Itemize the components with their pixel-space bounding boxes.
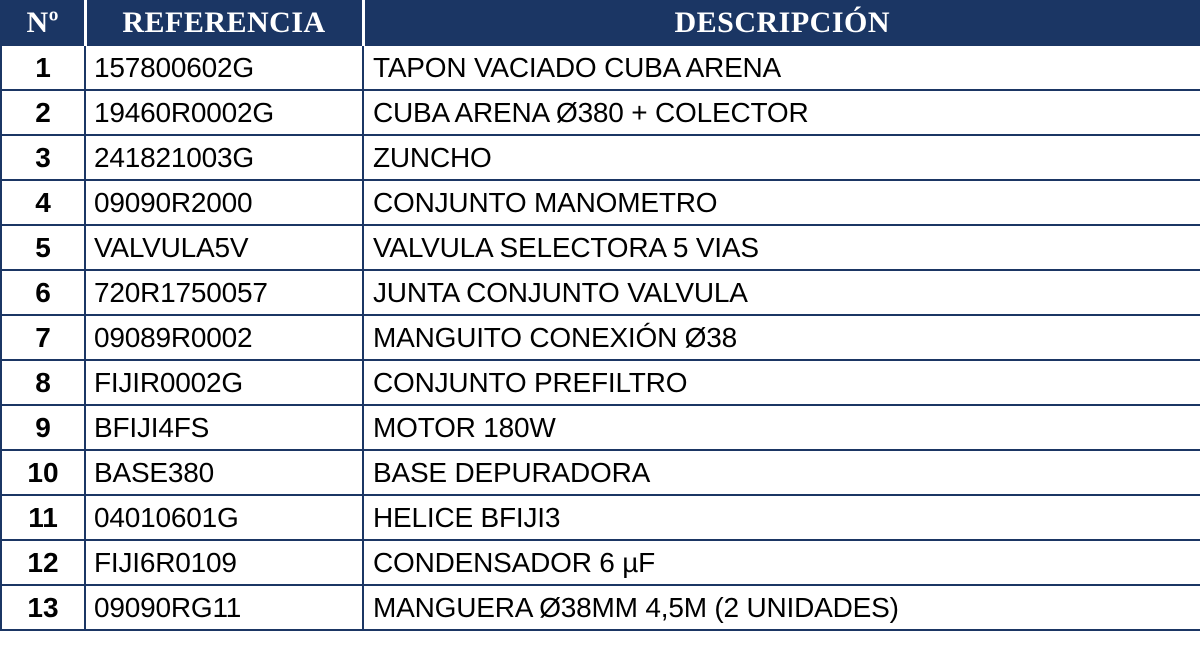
cell-number: 9 <box>1 405 85 450</box>
column-header-description: DESCRIPCIÓN <box>363 1 1200 45</box>
cell-number: 7 <box>1 315 85 360</box>
cell-reference: 241821003G <box>85 135 363 180</box>
cell-description: HELICE BFIJI3 <box>363 495 1200 540</box>
cell-reference: 04010601G <box>85 495 363 540</box>
cell-description: CONDENSADOR 6 µF <box>363 540 1200 585</box>
table-row <box>1 135 1200 180</box>
cell-description: MANGUERA Ø38MM 4,5M (2 UNIDADES) <box>363 585 1200 630</box>
column-header-reference: REFERENCIA <box>85 1 363 45</box>
cell-number: 1 <box>1 45 85 90</box>
cell-number: 10 <box>1 450 85 495</box>
table-row <box>1 45 1200 90</box>
cell-number: 2 <box>1 90 85 135</box>
cell-reference: 157800602G <box>85 45 363 90</box>
cell-reference: BFIJI4FS <box>85 405 363 450</box>
cell-number: 8 <box>1 360 85 405</box>
table-row <box>1 90 1200 135</box>
table-row <box>1 405 1200 450</box>
table-row <box>1 450 1200 495</box>
table-row <box>1 225 1200 270</box>
cell-number: 4 <box>1 180 85 225</box>
cell-reference: BASE380 <box>85 450 363 495</box>
cell-number: 3 <box>1 135 85 180</box>
cell-description: JUNTA CONJUNTO VALVULA <box>363 270 1200 315</box>
table-row <box>1 180 1200 225</box>
cell-number: 11 <box>1 495 85 540</box>
cell-number: 5 <box>1 225 85 270</box>
cell-number: 6 <box>1 270 85 315</box>
cell-reference: VALVULA5V <box>85 225 363 270</box>
table-row <box>1 360 1200 405</box>
cell-reference: 09090RG11 <box>85 585 363 630</box>
cell-description: VALVULA SELECTORA 5 VIAS <box>363 225 1200 270</box>
cell-reference: 19460R0002G <box>85 90 363 135</box>
cell-description: TAPON VACIADO CUBA ARENA <box>363 45 1200 90</box>
cell-description: CONJUNTO MANOMETRO <box>363 180 1200 225</box>
cell-number: 12 <box>1 540 85 585</box>
table-row <box>1 315 1200 360</box>
cell-description: MOTOR 180W <box>363 405 1200 450</box>
cell-description: MANGUITO CONEXIÓN Ø38 <box>363 315 1200 360</box>
table-row <box>1 585 1200 630</box>
cell-description: CONJUNTO PREFILTRO <box>363 360 1200 405</box>
header-row <box>1 1 1200 45</box>
table-header <box>1 1 1200 45</box>
table-row <box>1 540 1200 585</box>
cell-reference: FIJI6R0109 <box>85 540 363 585</box>
cell-reference: 09090R2000 <box>85 180 363 225</box>
cell-reference: FIJIR0002G <box>85 360 363 405</box>
table-row <box>1 270 1200 315</box>
cell-reference: 720R1750057 <box>85 270 363 315</box>
cell-reference: 09089R0002 <box>85 315 363 360</box>
cell-number: 13 <box>1 585 85 630</box>
cell-description: ZUNCHO <box>363 135 1200 180</box>
column-header-number: Nº <box>1 1 85 45</box>
table-row <box>1 495 1200 540</box>
cell-description: CUBA ARENA Ø380 + COLECTOR <box>363 90 1200 135</box>
table-body <box>1 45 1200 630</box>
cell-description: BASE DEPURADORA <box>363 450 1200 495</box>
